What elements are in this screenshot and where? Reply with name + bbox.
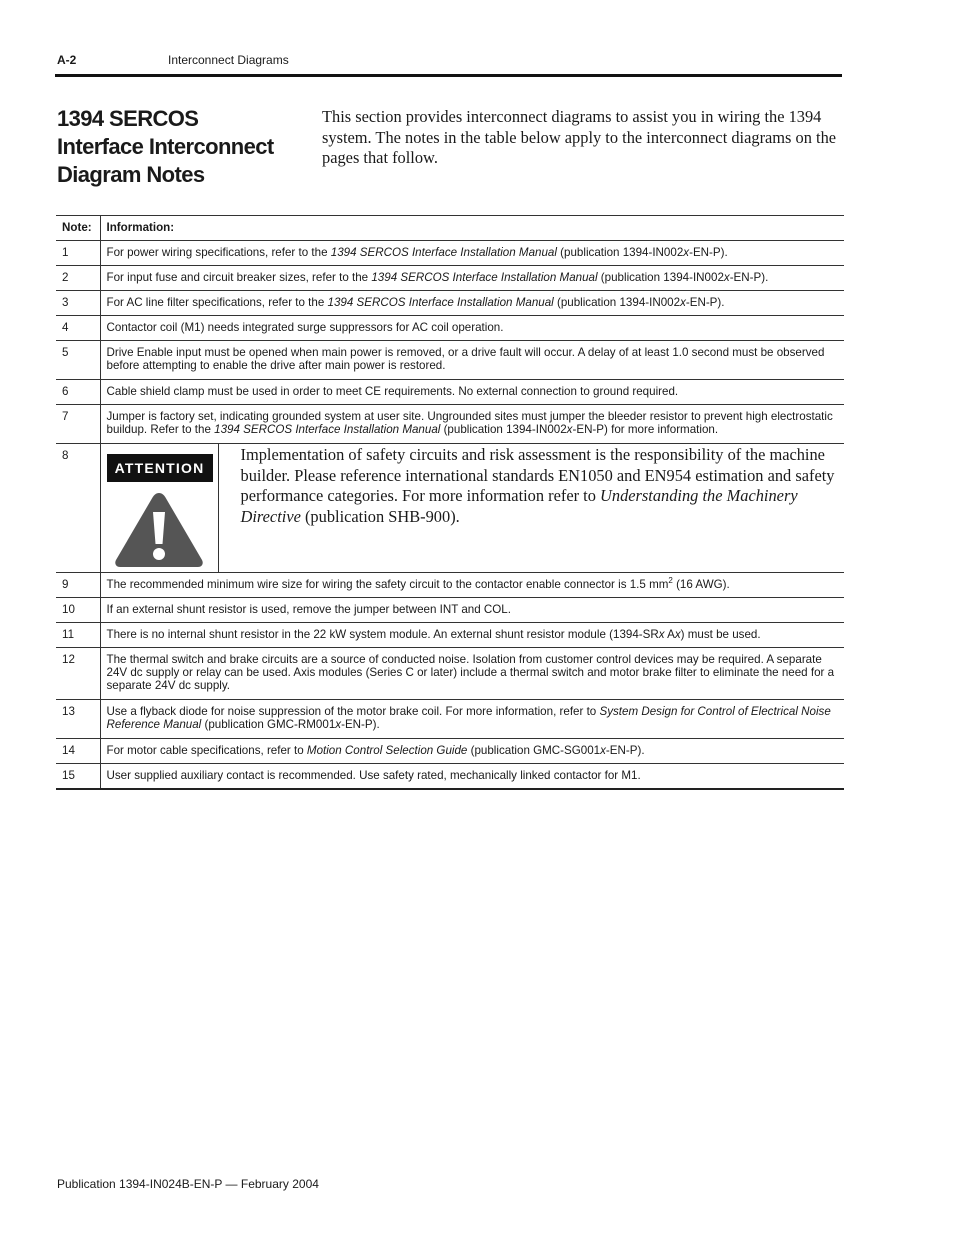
table-row	[56, 291, 844, 316]
note-number: 6	[56, 380, 100, 405]
note-text: For AC line filter specifications, refer to the 1394 SERCOS Interface Installation Manual (publication 1394-IN002x-EN-P).	[106, 296, 725, 309]
table-row	[56, 266, 844, 291]
note-text: For input fuse and circuit breaker sizes, refer to the 1394 SERCOS Interface Installation Manual (publication 1394-IN002x-EN-P).	[106, 271, 769, 284]
note-number: 14	[56, 739, 100, 764]
table-row	[56, 241, 844, 266]
table-row	[56, 405, 844, 444]
table-row	[56, 623, 844, 648]
note-text: User supplied auxiliary contact is recommended. Use safety rated, mechanically linked contactor for M1.	[106, 769, 641, 782]
section-intro: This section provides interconnect diagrams to assist you in wiring the 1394 system. The notes in the table below apply to the interconnect diagrams on the pages that follow.	[322, 107, 837, 167]
footer-publication: Publication 1394-IN024B-EN-P — February 2004	[57, 1177, 319, 1191]
header-rule	[55, 74, 842, 77]
note-number: 9	[56, 573, 100, 598]
note-text: The thermal switch and brake circuits are a source of conducted noise. Isolation from customer control devices may be required. A separate 24V dc supply or relay can be used. Axis modules (Series C or later) include a thermal switch and motor brake filter to eliminate the need for a separate 24V dc supply.	[106, 653, 835, 692]
note-number: 10	[56, 598, 100, 623]
column-header-information: Information:	[106, 221, 175, 234]
note-number: 1	[56, 241, 100, 266]
note-text: The recommended minimum wire size for wiring the safety circuit to the contactor enable connector is 1.5 $mm^2$ (16 AWG).	[106, 576, 730, 591]
attention-label: ATTENTION	[107, 454, 213, 482]
notes-table	[56, 215, 844, 790]
page-number: A-2	[57, 53, 77, 67]
note-number: 15	[56, 764, 100, 789]
note-text: Use a flyback diode for noise suppression of the motor brake coil. For more information, refer to System Design for Control of Electrical Noise Reference Manual (publication GMC-RM001x-EN-P).	[106, 705, 831, 731]
table-row	[56, 380, 844, 405]
table-row	[56, 316, 844, 341]
table-row	[56, 764, 844, 789]
note-number: 2	[56, 266, 100, 291]
attention-box	[101, 444, 219, 572]
attention-cell	[100, 444, 844, 573]
note-text: There is no internal shunt resistor in the 22 kW system module. An external shunt resistor module (1394-SRx Ax) must be used.	[106, 628, 761, 641]
note-number: 12	[56, 648, 100, 700]
note-number: 11	[56, 623, 100, 648]
note-number: 5	[56, 341, 100, 380]
running-header: Interconnect Diagrams	[168, 53, 289, 67]
table-row	[56, 700, 844, 739]
note-text: If an external shunt resistor is used, remove the jumper between INT and COL.	[106, 603, 511, 616]
table-row	[56, 739, 844, 764]
table-row-attention	[56, 444, 844, 573]
table-row	[56, 573, 844, 598]
note-text: Jumper is factory set, indicating grounded system at user site. Ungrounded sites must jumper the bleeder resistor to prevent high electrostatic buildup. Refer to the 1394 SERCOS Interface Installation Manual (publication 1394-IN002x-EN-P) for more information.	[106, 410, 833, 436]
table-header-row	[56, 216, 844, 241]
note-text: Contactor coil (M1) needs integrated surge suppressors for AC coil operation.	[106, 321, 504, 334]
note-text: For power wiring specifications, refer to the 1394 SERCOS Interface Installation Manual (publication 1394-IN002x-EN-P).	[106, 246, 728, 259]
note-number: 8	[56, 444, 100, 573]
note-number: 3	[56, 291, 100, 316]
section-title: 1394 SERCOS Interface Interconnect Diagram Notes	[57, 106, 274, 187]
table-row	[56, 341, 844, 380]
note-text: Cable shield clamp must be used in order to meet CE requirements. No external connection to ground required.	[106, 385, 679, 398]
note-text: For motor cable specifications, refer to Motion Control Selection Guide (publication GMC-SG001x-EN-P).	[106, 744, 645, 757]
table-row	[56, 648, 844, 700]
table-row	[56, 598, 844, 623]
note-number: 4	[56, 316, 100, 341]
attention-text: Implementation of safety circuits and risk assessment is the responsibility of the machine builder. Please reference international standards EN1050 and EN954 estimation and safety performance categories. For more information refer to Understanding the Machinery Directive (publication SHB-900).	[240, 445, 835, 526]
note-text: Drive Enable input must be opened when main power is removed, or a drive fault will occur. A delay of at least 1.0 second must be observed before attempting to enable the drive after main power is restored.	[106, 346, 825, 372]
note-number: 7	[56, 405, 100, 444]
column-header-note: Note:	[56, 216, 100, 241]
warning-triangle-icon	[113, 490, 205, 568]
note-number: 13	[56, 700, 100, 739]
